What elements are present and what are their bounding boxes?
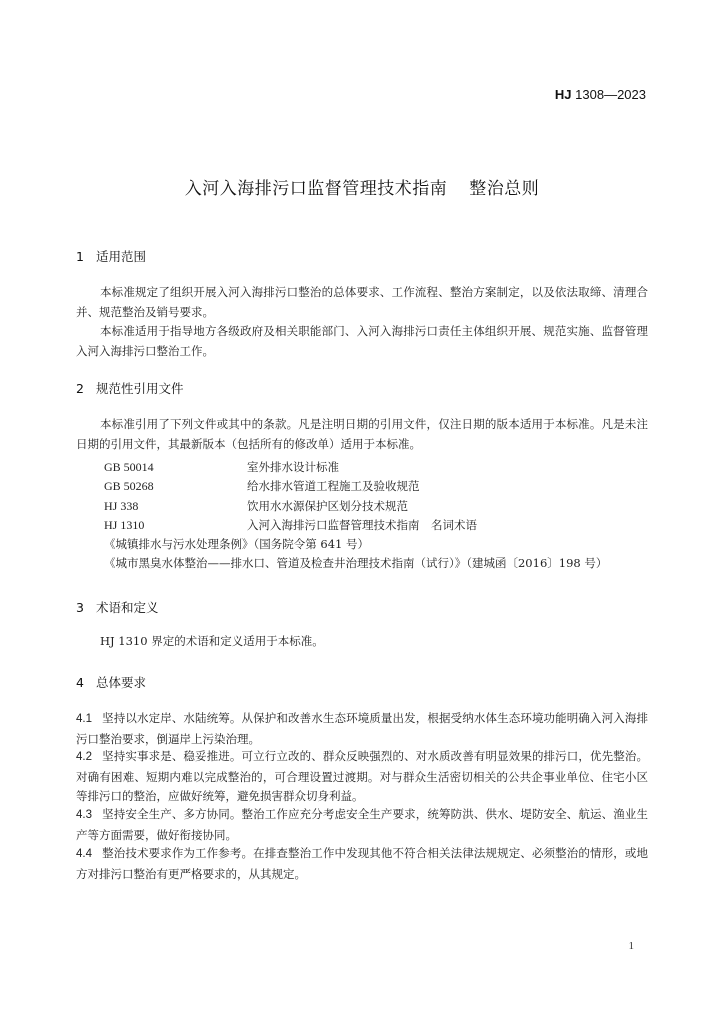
reference-row: GB 50268 给水排水管道工程施工及验收规范 xyxy=(104,479,420,494)
section-heading-4: 4 总体要求 xyxy=(76,675,147,690)
reference-row: GB 50014 室外排水设计标准 xyxy=(104,460,339,474)
title-main: 入河入海排污口监督管理技术指南 xyxy=(184,179,448,199)
document-title xyxy=(0,174,724,199)
title-sub: 整治总则 xyxy=(469,179,540,199)
standard-code: HJ 1308—2023 xyxy=(554,87,646,102)
normative-reference-list xyxy=(104,458,664,535)
section-heading-3: 3 术语和定义 xyxy=(76,600,159,615)
section1-paragraph-2: 本标准适用于指导地方各级政府及相关职能部门、入河入海排污口责任主体组织开展、规范实施、监督管理入河入海排污口整治工作。 xyxy=(76,324,648,358)
reference-row: HJ 338 饮用水水源保护区划分技术规范 xyxy=(104,498,408,513)
section1-paragraph-1: 本标准规定了组织开展入河入海排污口整治的总体要求、工作流程、整治方案制定，以及依法取缔、清理合并、规范整治及销号要求。 xyxy=(76,285,648,319)
reference-row: HJ 1310 入河入海排污口监督管理技术指南 名词术语 xyxy=(104,517,477,532)
clause-4-3: 4.3 坚持安全生产、多方协同。整治工作应充分考虑安全生产要求，统筹防洪、供水、堤防安全、航运、渔业生产等方面需要，做好衔接协同。 xyxy=(76,807,648,842)
section-heading-2: 2 规范性引用文件 xyxy=(76,381,184,396)
section2-paragraph-1: 本标准引用了下列文件或其中的条款。凡是注明日期的引用文件，仅注日期的版本适用于本标准。凡是未注日期的引用文件，其最新版本（包括所有的修改单）适用于本标准。 xyxy=(76,417,648,451)
clause-4-1: 4.1 坚持以水定岸、水陆统筹。从保护和改善水生态环境质量出发，根据受纳水体生态环境功能明确入河入海排污口整治要求，倒逼岸上污染治理。 xyxy=(76,711,648,746)
reference-guideline: 《城市黑臭水体整治——排水口、管道及检查井治理技术指南（试行）》（建城函〔2016〕198 号） xyxy=(104,556,608,570)
section-heading-1: 1 适用范围 xyxy=(76,249,147,264)
section3-paragraph-1: HJ 1310 界定的术语和定义适用于本标准。 xyxy=(100,634,324,648)
clause-4-4: 4.4 整治技术要求作为工作参考。在排查整治工作中发现其他不符合相关法律法规规定、必须整治的情形，或地方对排污口整治有更严格要求的，从其规定。 xyxy=(76,846,648,881)
clause-4-2: 4.2 坚持实事求是、稳妥推进。可立行立改的、群众反映强烈的、对水质改善有明显效果的排污口，优先整治。对确有困难、短期内难以完成整治的，可合理设置过渡期。对与群众生活密切相关的公共企事业单位、住宅小区等排污口的整治，应做好统筹，避免损害群众切身利益。 xyxy=(76,749,648,803)
page-number: 1 xyxy=(628,940,634,952)
reference-regulation: 《城镇排水与污水处理条例》（国务院令第 641 号） xyxy=(104,537,370,551)
